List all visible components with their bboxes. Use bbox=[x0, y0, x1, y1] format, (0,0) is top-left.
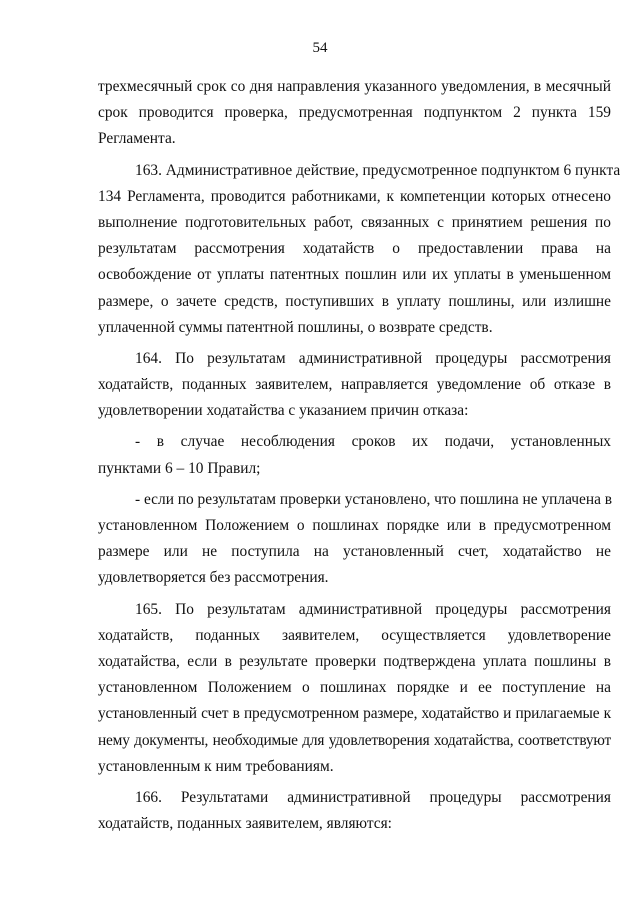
list-item-deadlines bbox=[98, 429, 611, 481]
text-line: - если по результатам проверки установлено, что пошлина не уплачена в bbox=[135, 490, 613, 508]
text-line: размере, о зачете средств, поступивших в уплату пошлины, или излишне bbox=[98, 292, 611, 310]
list-item-payment-check bbox=[98, 487, 611, 592]
paragraph-continuation bbox=[98, 74, 611, 153]
text-line: 166. Результатами административной процедуры рассмотрения bbox=[135, 788, 611, 806]
text-line: установленным к ним требованиям. bbox=[98, 757, 334, 775]
text-line: уплаченной суммы патентной пошлины, о возврате средств. bbox=[98, 318, 493, 336]
text-line: установленном Положением о пошлинах порядке и ее поступление на bbox=[98, 679, 611, 697]
text-line: 165. По результатам административной процедуры рассмотрения bbox=[135, 600, 611, 618]
paragraph-164 bbox=[98, 346, 611, 425]
text-line: нему документы, необходимые для удовлетворения ходатайства, соответствуют bbox=[98, 731, 611, 749]
paragraph-165 bbox=[98, 597, 611, 780]
text-line: результатам рассмотрения ходатайств о предоставлении права на bbox=[98, 240, 611, 258]
text-line: установленном Положением о пошлинах порядке или в предусмотренном bbox=[98, 517, 611, 534]
paragraph-163 bbox=[98, 158, 621, 341]
text-line: срок проводится проверка, предусмотренная подпунктом 2 пункта 159 bbox=[98, 104, 611, 122]
page-number: 54 bbox=[312, 40, 328, 56]
text-line: размере или не поступила на установленный счет, ходатайство не bbox=[98, 543, 611, 561]
paragraph-166 bbox=[98, 785, 611, 837]
document-body bbox=[98, 74, 621, 837]
text-line: ходатайств, поданных заявителем, осуществляется удовлетворение bbox=[98, 626, 611, 644]
text-line: 134 Регламента, проводится работниками, к компетенции которых отнесено bbox=[98, 187, 611, 205]
text-line: ходатайства, если в результате проверки подтверждена уплата пошлины в bbox=[98, 652, 611, 670]
text-line: трехмесячный срок со дня направления указанного уведомления, в месячный bbox=[98, 78, 611, 95]
text-line: удовлетворяется без рассмотрения. bbox=[98, 569, 329, 587]
text-line: выполнение подготовительных работ, связанных с принятием решения по bbox=[98, 213, 611, 231]
text-line: 164. По результатам административной процедуры рассмотрения bbox=[135, 349, 611, 367]
text-line: - в случае несоблюдения сроков их подачи, установленных bbox=[135, 433, 611, 451]
text-line: пунктами 6 – 10 Правил; bbox=[98, 459, 261, 477]
text-line: установленный счет в предусмотренном размере, ходатайство и прилагаемые к bbox=[98, 705, 611, 723]
text-line: Регламента. bbox=[98, 130, 176, 148]
text-line: освобождение от уплаты патентных пошлин или их уплаты в уменьшенном bbox=[98, 266, 611, 284]
text-line: удовлетворении ходатайства с указанием причин отказа: bbox=[98, 402, 469, 420]
text-line: ходатайств, поданных заявителем, направляется уведомление об отказе в bbox=[98, 376, 611, 394]
text-line: ходатайств, поданных заявителем, являются: bbox=[98, 815, 392, 833]
text-line: 163. Административное действие, предусмотренное подпунктом 6 пункта bbox=[135, 161, 621, 179]
